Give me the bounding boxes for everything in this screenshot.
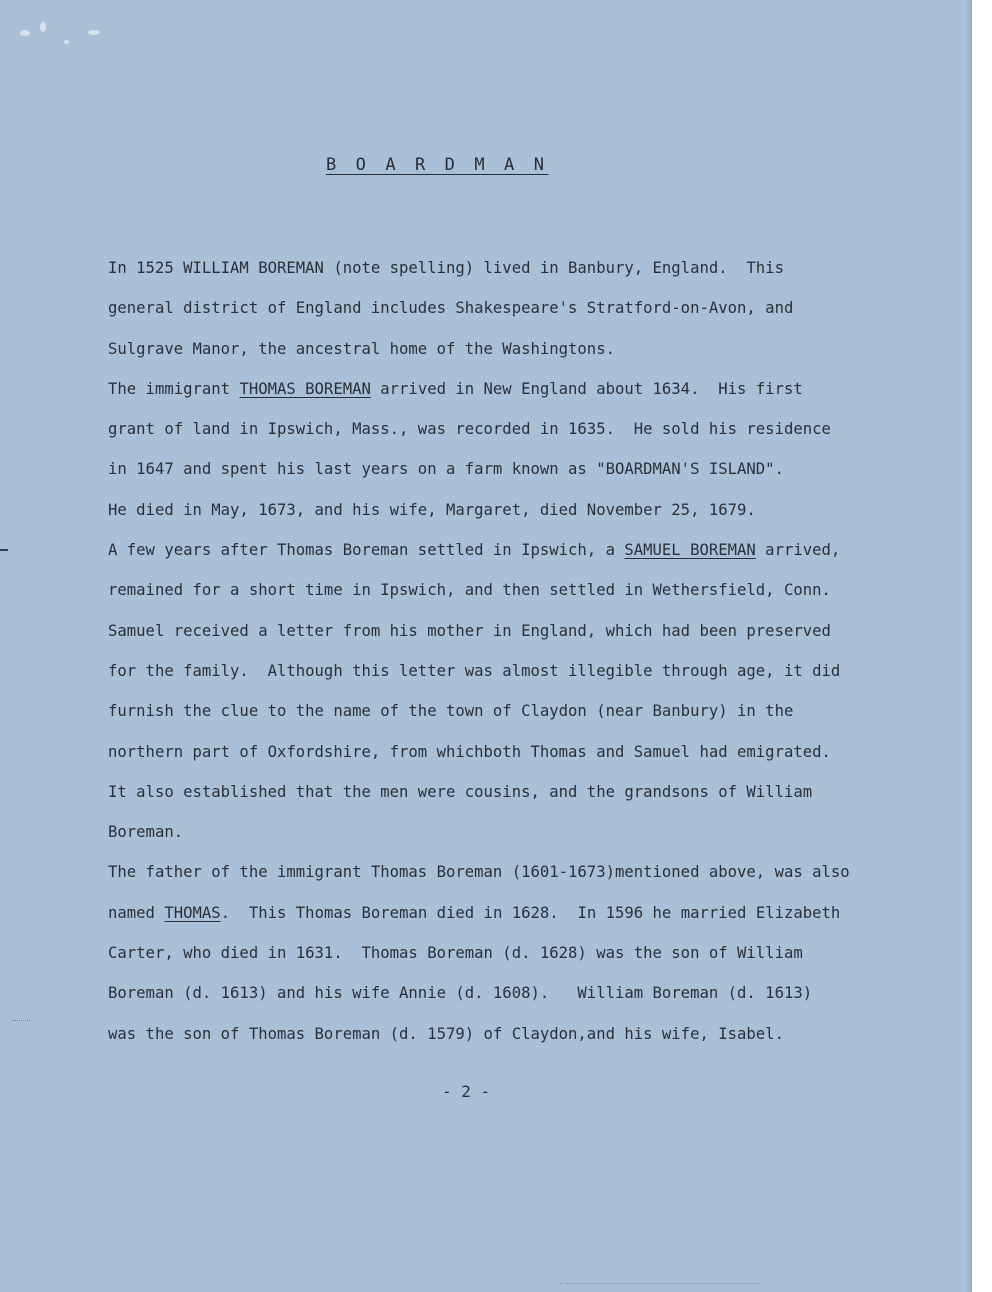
text-line	[108, 696, 928, 736]
paper-blemish	[20, 30, 30, 36]
text-segment: named	[108, 903, 165, 922]
text-segment: The immigrant	[108, 379, 240, 398]
text-line	[108, 575, 928, 615]
text-segment: He died in May, 1673, and his wife, Margaret, died November 25, 1679.	[108, 500, 756, 519]
text-line	[108, 777, 928, 817]
bottom-edge-dots	[560, 1283, 760, 1284]
paper-blemish	[64, 40, 69, 44]
text-segment: The father of the immigrant Thomas Boreman (1601-1673)mentioned above, was also	[108, 863, 850, 882]
text-segment: for the family. Although this letter was almost illegible through age, it did	[108, 661, 841, 680]
text-segment: . This Thomas Boreman died in 1628. In 1596 he married Elizabeth	[220, 903, 841, 922]
text-line	[108, 454, 928, 494]
text-segment: Sulgrave Manor, the ancestral home of the Washingtons.	[108, 339, 615, 358]
page-edge-shadow	[966, 0, 972, 1292]
text-segment: Samuel received a letter from his mother in England, which had been preserved	[108, 621, 831, 640]
paper-blemish	[88, 30, 100, 35]
text-segment: grant of land in Ipswich, Mass., was recorded in 1635. He sold his residence	[108, 420, 831, 439]
text-line	[108, 495, 928, 535]
text-line	[108, 414, 928, 454]
text-line	[108, 1019, 928, 1059]
underlined-name: THOMAS	[164, 903, 221, 922]
text-segment: Boreman (d. 1613) and his wife Annie (d. 1608). William Boreman (d. 1613)	[108, 984, 813, 1003]
text-segment: arrived in New England about 1634. His first	[370, 379, 803, 398]
text-line	[108, 253, 928, 293]
text-line	[108, 817, 928, 857]
text-segment: remained for a short time in Ipswich, and then settled in Wethersfield, Conn.	[108, 581, 831, 600]
text-line	[108, 978, 928, 1018]
paper-blemish	[40, 22, 46, 32]
text-line	[108, 334, 928, 374]
text-segment: It also established that the men were cousins, and the grandsons of William	[108, 782, 813, 801]
text-segment: furnish the clue to the name of the town of Claydon (near Banbury) in the	[108, 702, 794, 721]
text-segment: A few years after Thomas Boreman settled in Ipswich, a	[108, 541, 625, 560]
text-segment: arrived,	[755, 541, 841, 560]
text-segment: general district of England includes Shakespeare's Stratford-on-Avon, and	[108, 299, 794, 318]
document-title: B O A R D M A N	[326, 155, 549, 175]
text-segment: Boreman.	[108, 823, 184, 842]
page-number: - 2 -	[442, 1082, 491, 1101]
margin-dots	[12, 1020, 30, 1021]
text-line	[108, 535, 928, 575]
document-body	[108, 253, 928, 1059]
text-segment: in 1647 and spent his last years on a farm known as "BOARDMAN'S ISLAND".	[108, 460, 784, 479]
text-segment: northern part of Oxfordshire, from whichboth Thomas and Samuel had emigrated.	[108, 742, 831, 761]
text-segment: In 1525 WILLIAM BOREMAN (note spelling) lived in Banbury, England. This	[108, 259, 784, 277]
text-segment: was the son of Thomas Boreman (d. 1579) of Claydon,and his wife, Isabel.	[108, 1024, 784, 1043]
text-line	[108, 293, 928, 333]
text-line	[108, 737, 928, 777]
margin-mark	[0, 549, 8, 551]
text-line	[108, 938, 928, 978]
text-segment: Carter, who died in 1631. Thomas Boreman (d. 1628) was the son of William	[108, 944, 803, 963]
text-line	[108, 898, 928, 938]
text-line	[108, 616, 928, 656]
underlined-name: SAMUEL BOREMAN	[624, 541, 756, 560]
text-line	[108, 374, 928, 414]
text-line	[108, 857, 928, 897]
underlined-name: THOMAS BOREMAN	[239, 379, 371, 398]
text-line	[108, 656, 928, 696]
